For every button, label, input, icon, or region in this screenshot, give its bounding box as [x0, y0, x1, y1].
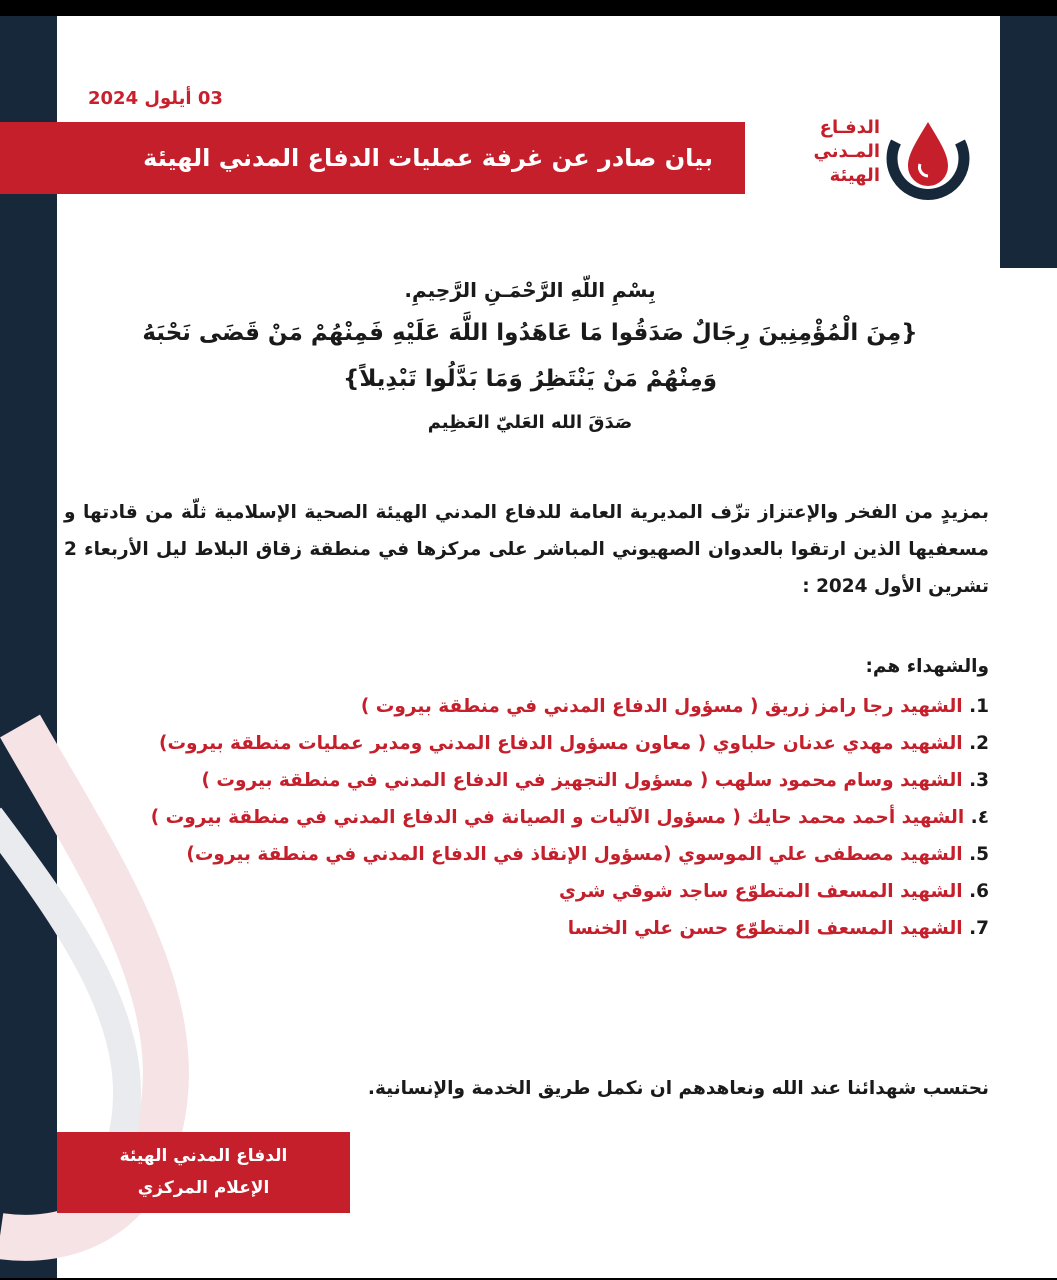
martyr-number: 2.: [969, 733, 989, 754]
martyr-text: الشهيد مهدي عدنان حلباوي ( معاون مسؤول الدفاع المدني ومدير عمليات منطقة بيروت): [159, 733, 963, 754]
martyr-number: ٤.: [970, 807, 989, 828]
signature-box: [57, 1132, 350, 1213]
martyr-number: 7.: [969, 918, 989, 939]
statement-date: 03 أيلول 2024: [88, 88, 223, 109]
martyr-number: 6.: [969, 881, 989, 902]
martyr-item: [64, 762, 989, 799]
martyrs-heading: والشهداء هم:: [865, 656, 989, 677]
civil-defense-logo: [770, 112, 980, 204]
martyr-number: 1.: [969, 696, 989, 717]
quran-verse-line-1: {مِنَ الْمُؤْمِنِينَ رِجَالٌ صَدَقُوا مَا عَاهَدُوا اللَّهَ عَلَيْهِ فَمِنْهُمْ مَنْ قَضَى نَحْبَهُ: [142, 320, 918, 346]
martyr-item: [64, 836, 989, 873]
martyr-number: 3.: [969, 770, 989, 791]
martyr-text: الشهيد رجا رامز زريق ( مسؤول الدفاع المدني في منطقة بيروت ): [360, 696, 963, 717]
martyr-item: [64, 910, 989, 947]
martyrs-list: [64, 688, 989, 947]
quran-verse-line-2: وَمِنْهُمْ مَنْ يَنْتَظِرُ وَمَا بَدَّلُوا تَبْدِيلاً}: [342, 366, 718, 392]
logo-line-2: المـدني: [813, 141, 880, 162]
signature-line-2: الإعلام المركزي: [137, 1178, 270, 1198]
right-navy-bar: [1000, 16, 1057, 268]
page: [0, 16, 1057, 1280]
martyr-text: الشهيد مصطفى علي الموسوي (مسؤول الإنقاذ في الدفاع المدني في منطقة بيروت): [186, 844, 963, 865]
martyr-text: الشهيد أحمد محمد حايك ( مسؤول الآليات و الصيانة في الدفاع المدني في منطقة بيروت ): [150, 807, 965, 828]
martyr-number: 5.: [969, 844, 989, 865]
sadaqa-line: صَدَقَ الله العَليّ العَظِيم: [427, 412, 633, 433]
statement-title: بيان صادر عن غرفة عمليات الدفاع المدني الهيئة: [143, 144, 713, 172]
signature-line-1: الدفاع المدني الهيئة: [119, 1146, 288, 1166]
martyr-item: [64, 688, 989, 725]
martyr-item: [64, 725, 989, 762]
logo-line-3: الهيئة: [829, 165, 880, 186]
martyr-item: [64, 873, 989, 910]
martyr-item: [64, 799, 989, 836]
martyr-text: الشهيد المسعف المتطوّع حسن علي الخنسا: [567, 918, 963, 939]
closing-statement: نحتسب شهدائنا عند الله ونعاهدهم ان نكمل طريق الخدمة والإنسانية.: [367, 1078, 989, 1099]
logo-text: [770, 116, 880, 188]
martyr-text: الشهيد وسام محمود سلهب ( مسؤول التجهيز في الدفاع المدني في منطقة بيروت ): [201, 770, 963, 791]
basmala-line: بِسْمِ اللّهِ الرَّحْمَـنِ الرَّحِيمِ.: [404, 278, 656, 302]
drop-emblem-icon: [882, 112, 974, 204]
martyr-text: الشهيد المسعف المتطوّع ساجد شوقي شري: [558, 881, 963, 902]
title-banner: [0, 122, 745, 194]
statement-document: [0, 16, 1057, 1278]
logo-line-1: الدفـاع: [819, 117, 880, 138]
intro-paragraph: بمزيدٍ من الفخر والإعتزاز تزّف المديرية العامة للدفاع المدني الهيئة الصحية الإسلامية ثلّة من قادتها و مسعفيها الذين ارتقوا بالعدوان الصهيوني المباشر على مركزها في منطقة زقاق البلاط ليل الأربعاء 2 تشرين الأول 2024 :: [64, 502, 989, 597]
